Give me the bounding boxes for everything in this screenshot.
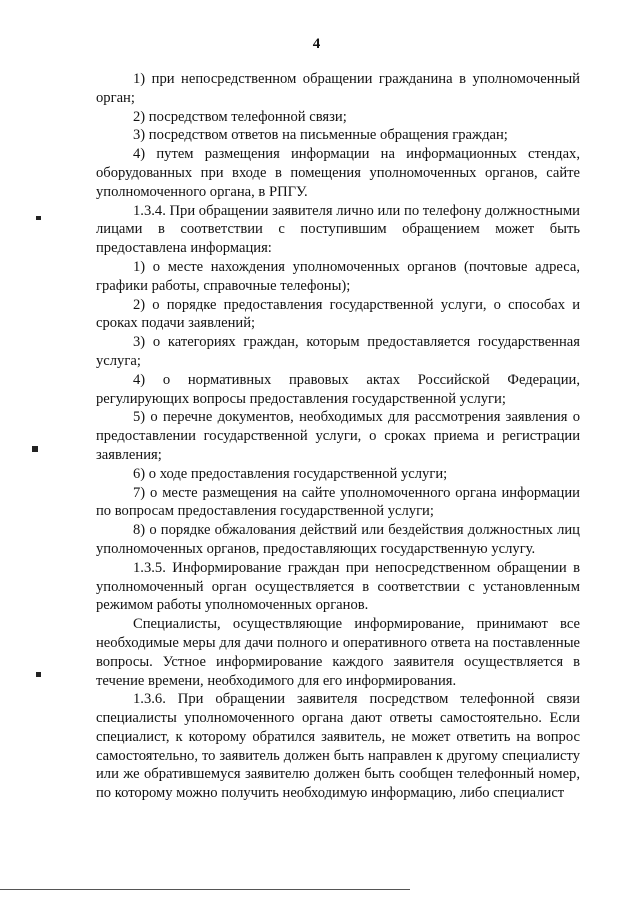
section-paragraph: 1.3.4. При обращении заявителя лично или по телефону должностными лицами в соответствии с поступившим обращением может быть предоставлена информация:	[96, 202, 580, 257]
list-item: 4) о нормативных правовых актах Российской Федерации, регулирующих вопросы предоставления государственной услуги;	[96, 371, 580, 407]
scan-edge-line	[0, 889, 410, 890]
list-item: 2) о порядке предоставления государственной услуги, о способах и сроках подачи заявлений;	[96, 296, 580, 332]
scan-mark	[36, 216, 41, 220]
list-item: 1) при непосредственном обращении гражданина в уполномоченный орган;	[96, 71, 580, 106]
section-paragraph: 1.3.6. При обращении заявителя посредством телефонной связи специалисты уполномоченного органа дают ответы самостоятельно. Если специалист, к которому обратился заявитель, не может ответить на вопрос самостоятельно, то заявитель должен быть направлен к другому специалисту или же обратившемуся заявителю должен быть сообщен телефонный номер, по которому можно получить необходимую информацию, либо специалист	[96, 691, 580, 802]
list-item: 5) о перечне документов, необходимых для рассмотрения заявления о предоставлении государственной услуги, о сроках приема и регистрации заявления;	[96, 409, 580, 463]
page-number: 4	[312, 36, 321, 52]
scan-mark	[32, 446, 38, 452]
document-body	[96, 70, 580, 803]
list-item: 3) посредством ответов на письменные обращения граждан;	[133, 127, 508, 144]
list-item: 3) о категориях граждан, которым предоставляется государственная услуга;	[96, 334, 580, 369]
scan-mark	[36, 672, 41, 677]
list-item: 4) путем размещения информации на информационных стендах, оборудованных при входе в помещения уполномоченных органов, сайте уполномоченного органа, в РПГУ.	[96, 146, 580, 200]
list-item: 7) о месте размещения на сайте уполномоченного органа информации по вопросам предоставления государственной услуги;	[96, 484, 580, 520]
list-item: 8) о порядке обжалования действий или бездействия должностных лиц уполномоченных органов, предоставляющих государственную услугу.	[96, 522, 580, 557]
list-item: 1) о месте нахождения уполномоченных органов (почтовые адреса, графики работы, справочные телефоны);	[96, 258, 580, 294]
list-item: 2) посредством телефонной связи;	[133, 108, 347, 125]
section-paragraph: 1.3.5. Информирование граждан при непосредственном обращении в уполномоченный орган осуществляется в соответствии с установленным режимом работы уполномоченных органов.	[96, 559, 580, 614]
body-paragraph: Специалисты, осуществляющие информирование, принимают все необходимые меры для дачи полного и оперативного ответа на поставленные вопросы. Устное информирование каждого заявителя осуществляется в течение времени, необходимого для его информирования.	[96, 616, 580, 689]
list-item: 6) о ходе предоставления государственной услуги;	[133, 465, 448, 482]
